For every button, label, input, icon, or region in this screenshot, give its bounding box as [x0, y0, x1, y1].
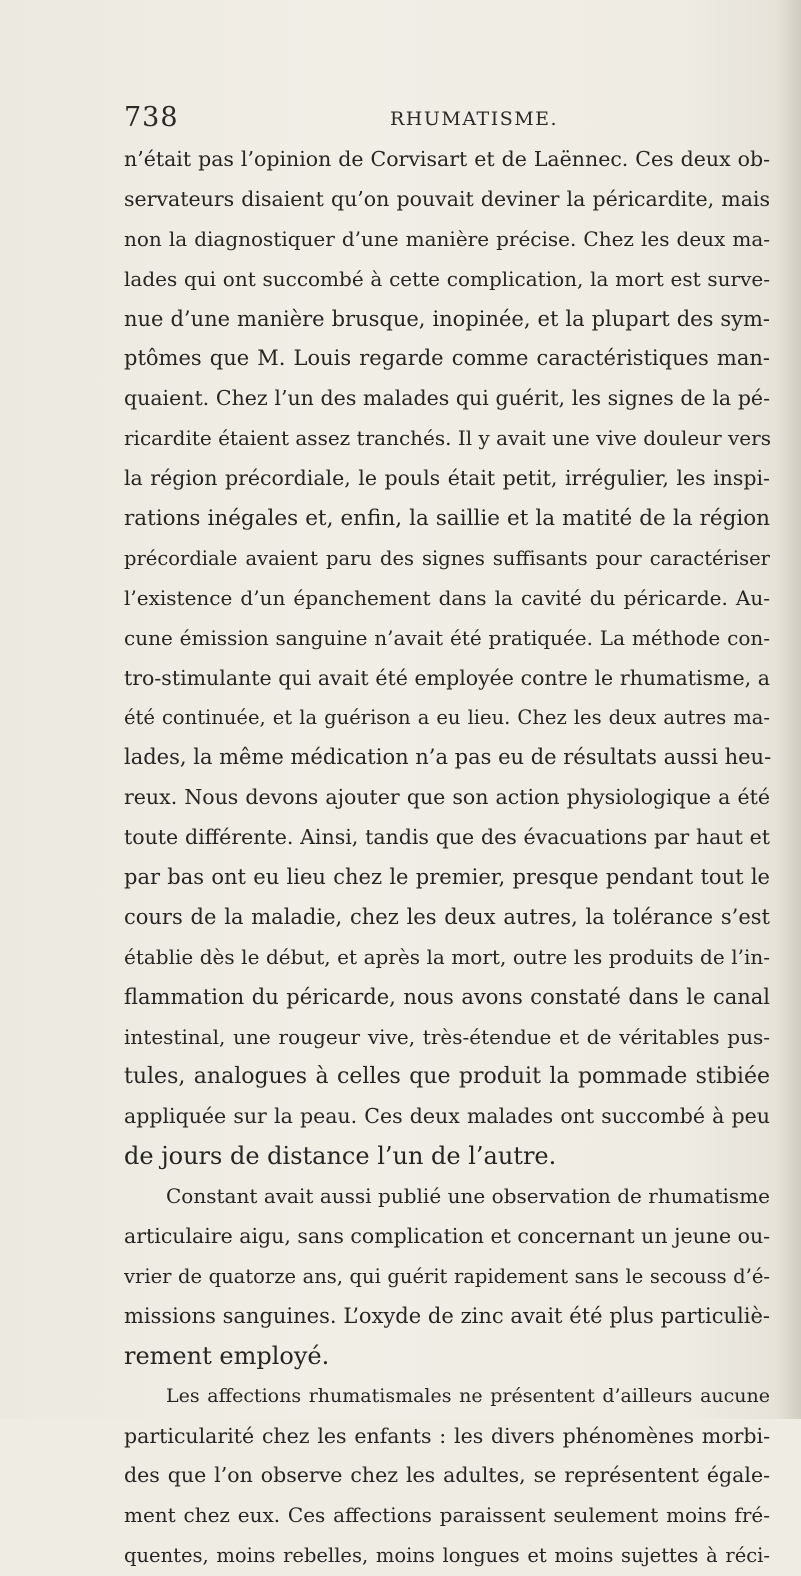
text-line: appliquée sur la peau. Ces deux malades ont succombé à peu [124, 1104, 770, 1129]
text-line: de jours de distance l’un de l’autre. [124, 1142, 557, 1171]
text-line: articulaire aigu, sans complication et concernant un jeune ou- [124, 1224, 771, 1249]
text-line: Les affections rhumatismales ne présentent d’ailleurs aucune [166, 1384, 770, 1407]
text-line: ment chez eux. Ces affections paraissent seulement moins fré- [124, 1503, 770, 1528]
running-head [124, 102, 744, 136]
text-line: des que l’on observe chez les adultes, se représentent égale- [124, 1463, 770, 1488]
text-line: rations inégales et, enfin, la saillie et la matité de la région [124, 506, 770, 532]
text-line: tro-stimulante qui avait été employée contre le rhumatisme, a [124, 665, 770, 690]
text-line: intestinal, une rougeur vive, très-étendue et de véritables pus- [124, 1024, 770, 1049]
text-line: cours de la maladie, chez les deux autres, la tolérance s’est [124, 904, 770, 929]
page-number: 738 [124, 102, 179, 133]
text-line: établie dès le début, et après la mort, outre les produits de l’in- [124, 944, 770, 969]
text-line: Constant avait aussi publié une observation de rhumatisme [166, 1184, 770, 1209]
text-line: nue d’une manière brusque, inopinée, et la plupart des sym- [124, 306, 770, 331]
running-title: RHUMATISME. [390, 108, 559, 130]
text-line: quentes, moins rebelles, moins longues et moins sujettes à réci- [124, 1544, 770, 1568]
text-line: quaient. Chez l’un des malades qui guérit, les signes de la pé- [124, 386, 770, 411]
text-line: servateurs disaient qu’on pouvait deviner la péricardite, mais [124, 186, 770, 211]
text-line: l’existence d’un épanchement dans la cavité du péricarde. Au- [124, 585, 770, 610]
text-line: lades, la même médication n’a pas eu de résultats aussi heu- [124, 745, 772, 770]
text-line: reux. Nous devons ajouter que son action physiologique a été [124, 785, 770, 810]
text-line: toute différente. Ainsi, tandis que des évacuations par haut et [124, 825, 770, 850]
text-line: par bas ont eu lieu chez le premier, presque pendant tout le [124, 865, 770, 890]
text-line: la région précordiale, le pouls était petit, irrégulier, les inspi- [124, 466, 770, 491]
text-line: ricardite étaient assez tranchés. Il y avait une vive douleur vers [124, 426, 771, 451]
text-line: tules, analogues à celles que produit la pommade stibiée [124, 1064, 770, 1090]
text-line: lades qui ont succombé à cette complication, la mort est surve- [124, 266, 770, 291]
text-line: été continuée, et la guérison a eu lieu. Chez les deux autres ma- [124, 706, 770, 730]
text-line: précordiale avaient paru des signes suffisants pour caractériser [124, 546, 770, 570]
text-line: flammation du péricarde, nous avons constaté dans le canal [124, 984, 770, 1009]
text-line: particularité chez les enfants : les divers phénomènes morbi- [124, 1423, 770, 1448]
text-line: non la diagnostiquer d’une manière précise. Chez les deux ma- [124, 226, 770, 251]
body-text [124, 140, 774, 1576]
text-line: n’était pas l’opinion de Corvisart et de Laënnec. Ces deux ob- [124, 147, 770, 171]
text-line: rement employé. [124, 1341, 330, 1370]
text-line: missions sanguines. L’oxyde de zinc avait été plus particuliè- [124, 1303, 770, 1328]
text-line: cune émission sanguine n’avait été pratiquée. La méthode con- [124, 625, 770, 650]
text-line: vrier de quatorze ans, qui guérit rapidement sans le secouss d’é- [124, 1264, 770, 1288]
text-line: ptômes que M. Louis regarde comme caractéristiques man- [124, 346, 770, 371]
page-shadow-edge [777, 0, 801, 1419]
